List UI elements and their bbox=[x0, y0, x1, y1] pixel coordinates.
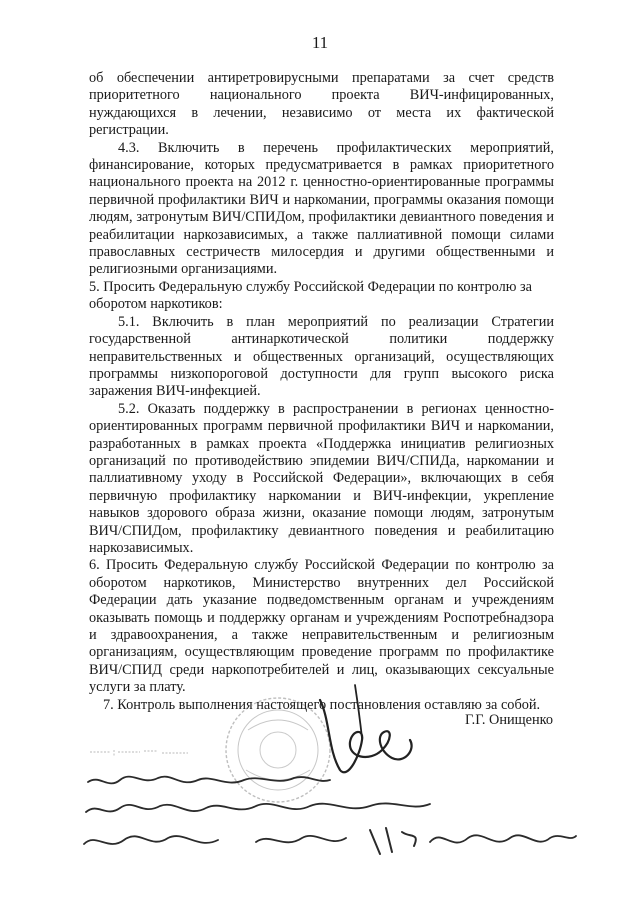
paragraph-continuation: об обеспечении антиретровирусными препаратами за счет средств приоритетного национального проекта ВИЧ-инфицированных, нуждающихся в лечении, независимо от места их фактической регистрации. bbox=[89, 70, 554, 139]
paragraph-7: 7. Контроль выполнения настоящего постановления оставляю за собой. bbox=[103, 696, 541, 713]
document-body bbox=[89, 70, 554, 714]
page-number: 11 bbox=[311, 33, 329, 52]
handwritten-note-icon bbox=[80, 772, 580, 872]
paragraph-5: 5. Просить Федеральную службу Российской Федерации по контролю за оборотом наркотиков: bbox=[89, 278, 533, 313]
signatory-name: Г.Г. Онищенко bbox=[465, 712, 554, 728]
paragraph-6: 6. Просить Федеральную службу Российской Федерации по контролю за оборотом наркотиков, Министерство внутренних дел Российской Федерации дать указание подведомственным органам и учреждениям оказывать помощь и поддержку органам и учреждениям Роспотребнадзора и здравоохранения, а также неправительственным и религиозным организациям, осуществляющим проведение программ по профилактике ВИЧ/СПИД среди наркопотребителей и лиц, оказывающих сексуальные услуги за плату. bbox=[89, 557, 554, 696]
paragraph-5-1: 5.1. Включить в план мероприятий по реализации Стратегии государственной антинаркотической политики поддержку неправительственных и общественных организаций, осуществляющих программы низкопороговой доступности для групп высокого риска заражения ВИЧ-инфекцией. bbox=[89, 313, 554, 400]
faint-stamp-text-icon bbox=[88, 744, 193, 760]
paragraph-4-3: 4.3. Включить в перечень профилактических мероприятий, финансирование, которых предусматривается в рамках приоритетного национального проекта на 2012 г. ценностно-ориентированные программы первичной профилактики ВИЧ и наркомании, программы оказания помощи людям, затронутым ВИЧ/СПИДом, профилактики девиантного поведения и реабилитации наркозависимых, а также паллиативной помощи силами православных сестричеств милосердия и другими общественными и религиозными организациями. bbox=[89, 139, 554, 278]
paragraph-5-2: 5.2. Оказать поддержку в распространении в регионах ценностно-ориентированных программ первичной профилактики ВИЧ и наркомании, разработанных в рамках проекта «Поддержка инициатив религиозных организаций по противодействию эпидемии ВИЧ/СПИДа, наркомании и паллиативному уходу в Российской Федерации», включающих в себя первичную профилактику наркомании и ВИЧ-инфекции, укрепление навыков здорового образа жизни, оказание помощи людям, затронутым ВИЧ/СПИДом, профилактику девиантного поведения и реабилитацию наркозависимых. bbox=[89, 400, 554, 556]
